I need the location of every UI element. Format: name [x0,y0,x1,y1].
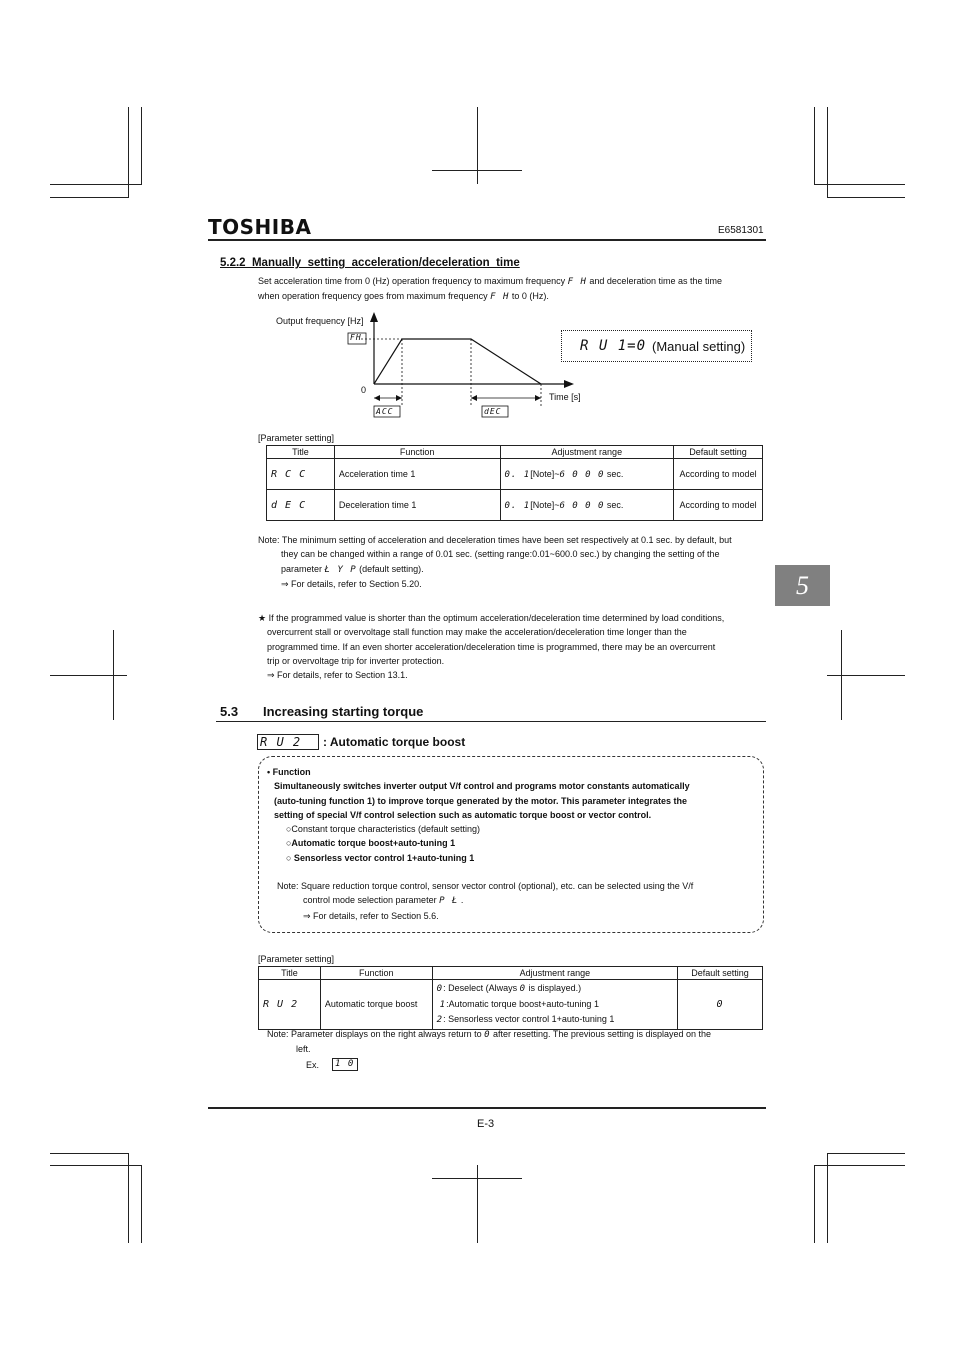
table-row [259,980,763,1030]
star-note: ★ If the programmed value is shorter than the optimum acceleration/deceleration time determined by load conditions, overcurrent stall or overvoltage stall function may make the acceleration/deceleration time longer than the programmed time. If an even shorter acceleration/deceleration time is programmed, there may be an overcurrent trip or overvoltage trip for inverter protection. ⇒ For details, refer to Section 13.1. [258,613,725,681]
col-title: Title [267,446,335,459]
manual-setting-box [561,330,752,362]
header-rule [208,239,766,241]
row-acc-range: 0. 1[Note]~6 0 0 0 sec. [500,459,674,490]
zero-label: 0 [361,385,367,395]
section-53-number: 5.3 [220,704,239,719]
section-522-intro: Set acceleration time from 0 (Hz) operation frequency to maximum frequency F H and deceleration time as the time when operation frequency goes from maximum frequency F H to 0 (Hz). [258,276,722,302]
param-caption-1: [Parameter setting] [258,433,335,443]
brand-logo: TOSHIBA [208,215,312,239]
param-caption-2: [Parameter setting] [258,954,335,964]
section-53-heading [220,704,423,719]
row-au2-function: Automatic torque boost [320,980,432,1030]
table-row [267,490,763,521]
param-table-torque [258,966,763,1030]
col-default: Default setting [674,446,763,459]
col-range: Adjustment range [500,446,674,459]
manual-setting-text: (Manual setting) [652,338,746,354]
example-label: Ex. [306,1059,320,1070]
section-53-rule [216,721,766,722]
param-table-accel [266,445,763,521]
chapter-tab: 5 [775,565,830,606]
au1-code: R U 1=0 [580,338,647,354]
col-function: Function [334,446,500,459]
footer-rule [208,1107,766,1109]
au2-title: : Automatic torque boost [323,735,466,749]
accel-decel-diagram [260,310,770,422]
y-axis-label: Output frequency [Hz] [276,316,364,326]
section-522-heading: 5.2.2 Manually setting acceleration/deceleration time [220,257,520,269]
dec-label: dEC [484,407,502,416]
row-dec-default: According to model [674,490,763,521]
col-title: Title [259,967,321,980]
row-dec-title: d E C [267,490,335,521]
torque-note: Note: Parameter displays on the right always return to 0 after resetting. The previous setting is displayed on the left. Ex. 1 0 [267,1027,762,1072]
row-au2-title: R U 2 [259,980,321,1030]
au2-heading [257,734,465,750]
row-dec-function: Deceleration time 1 [334,490,500,521]
function-label: • Function [267,767,311,777]
row-acc-title: R C C [267,459,335,490]
col-function: Function [320,967,432,980]
row-au2-default: 0 [678,980,763,1030]
accel-note: Note: The minimum setting of acceleration and deceleration times have been set respectively at 0.1 sec. by default, but they can be changed within a range of 0.01 sec. (setting range:0.01~600.0 sec.) by changing the setting of the parameter Ł Y P (default setting). ⇒ For details, refer to Section 5.20. [258,535,732,589]
row-au2-range: 0: Deselect (Always 0 is displayed.) 1:Automatic torque boost+auto-tuning 1 2: Sensorless vector control 1+auto-tuning 1 [432,980,677,1030]
x-axis-label: Time [s] [549,392,581,402]
section-53-title: Increasing starting torque [263,704,424,719]
row-dec-range: 0. 1[Note]~6 0 0 0 sec. [500,490,674,521]
row-acc-function: Acceleration time 1 [334,459,500,490]
fh-label: FH [350,333,362,342]
acc-label: ACC [376,407,394,416]
function-box-content: • Function Simultaneously switches inverter output V/f control and programs motor constants automatically (auto-tuning function 1) to improve torque generated by the motor. This parameter integrates the setting of special V/f control selection such as automatic torque boost or vector control. ○Constant torque characteristics (default setting) ○Automatic torque boost+auto-tuning 1 ○ Sensorless vector control 1+auto-tuning 1 Note: Square reduction torque control, sensor vector control (optional), etc. can be selected using the V/f control mode selection parameter P Ł . ⇒ For details, refer to Section 5.6. [267,765,762,923]
col-default: Default setting [678,967,763,980]
page-number: E-3 [477,1118,495,1130]
au2-code-box: R U 2 [257,734,319,750]
doc-code: E6581301 [718,225,764,236]
col-range: Adjustment range [432,967,677,980]
example-code-box: 1 0 [332,1058,358,1071]
row-acc-default: According to model [674,459,763,490]
table-row [267,459,763,490]
